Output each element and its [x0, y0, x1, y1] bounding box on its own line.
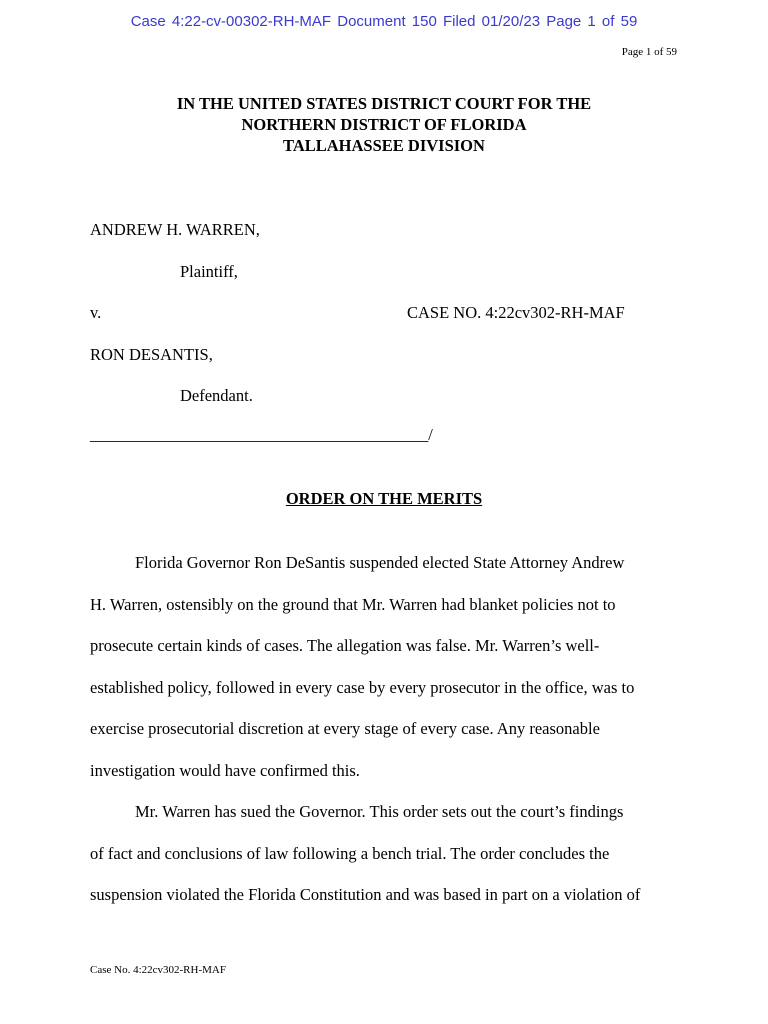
paragraph-1-line-4: established policy, followed in every case by every prosecutor in the office, was to	[90, 678, 635, 697]
footer-case-number: Case No. 4:22cv302-RH-MAF	[90, 964, 226, 976]
paragraph-2-line-1: Mr. Warren has sued the Governor. This order sets out the court’s findings	[135, 802, 624, 821]
paragraph-1-line-3: prosecute certain kinds of cases. The allegation was false. Mr. Warren’s well-	[90, 636, 600, 655]
plaintiff-name: ANDREW H. WARREN,	[90, 220, 260, 239]
caption-divider: _________________________________________/	[90, 425, 433, 444]
paragraph-2-line-2: of fact and conclusions of law following a bench trial. The order concludes the	[90, 844, 610, 863]
plaintiff-role: Plaintiff,	[180, 262, 238, 281]
court-heading-line-3: TALLAHASSEE DIVISION	[283, 136, 485, 155]
page-number: Page 1 of 59	[621, 46, 677, 58]
ecf-filing-header: Case 4:22-cv-00302-RH-MAF Document 150 Filed 01/20/23 Page 1 of 59	[130, 13, 638, 30]
defendant-name: RON DESANTIS,	[90, 345, 213, 364]
court-heading-line-1: IN THE UNITED STATES DISTRICT COURT FOR THE	[176, 94, 592, 113]
paragraph-1-line-5: exercise prosecutorial discretion at every stage of every case. Any reasonable	[90, 719, 600, 738]
versus-label: v.	[90, 303, 102, 322]
order-title: ORDER ON THE MERITS	[285, 489, 483, 508]
court-heading-line-2: NORTHERN DISTRICT OF FLORIDA	[241, 115, 527, 134]
defendant-role: Defendant.	[180, 386, 253, 405]
paragraph-1-line-2: H. Warren, ostensibly on the ground that Mr. Warren had blanket policies not to	[90, 595, 616, 614]
paragraph-2-line-3: suspension violated the Florida Constitution and was based in part on a violation of	[90, 885, 641, 904]
paragraph-1-line-1: Florida Governor Ron DeSantis suspended elected State Attorney Andrew	[135, 553, 625, 572]
paragraph-1-line-6: investigation would have confirmed this.	[90, 761, 360, 780]
case-number: CASE NO. 4:22cv302-RH-MAF	[407, 303, 625, 322]
